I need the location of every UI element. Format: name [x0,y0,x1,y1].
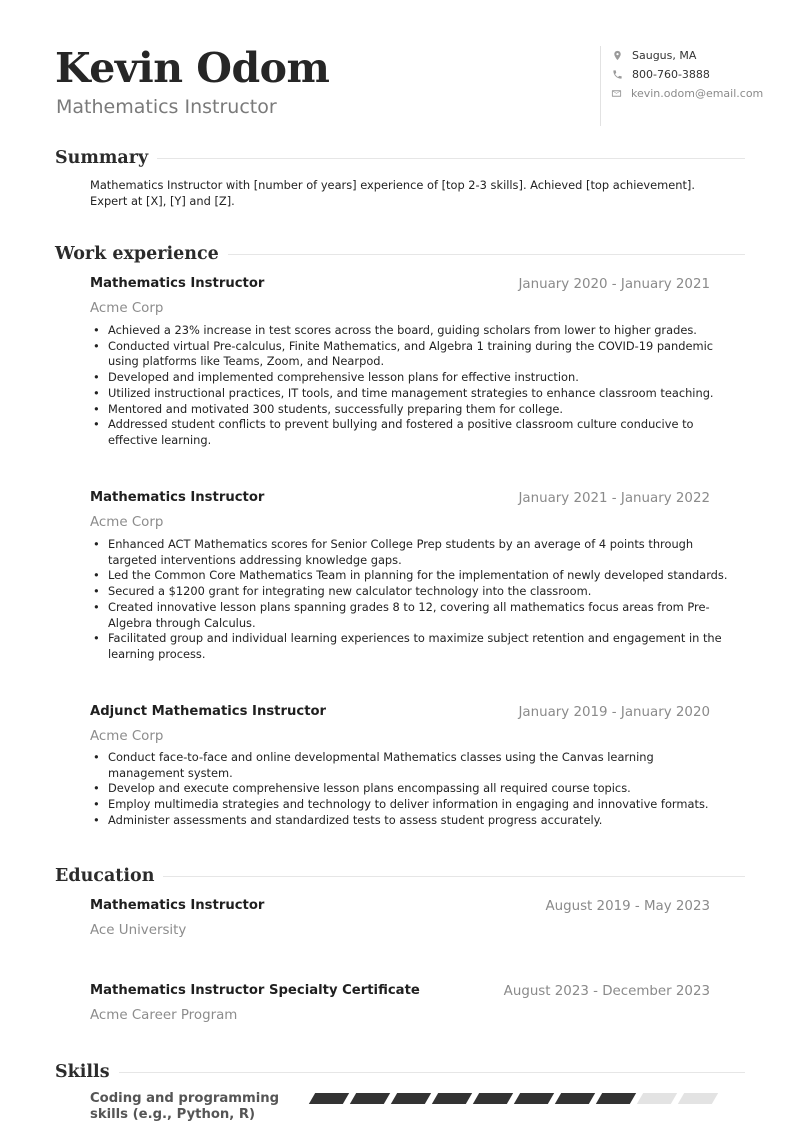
resume-header [55,40,764,128]
skill-segment-filled [391,1093,431,1104]
work-section-header [55,244,745,264]
education-date: August 2019 - May 2023 [545,899,710,914]
list-item: • Conduct face-to-face and online developmental Mathematics classes using the Canvas learning management system. [108,750,728,781]
job-title: Mathematics Instructor [90,276,265,291]
phone-icon [611,69,623,81]
education-title: Mathematics Instructor Specialty Certificate [90,983,420,998]
skill-segment-filled [514,1093,554,1104]
skill-name: Coding and programming skills (e.g., Python, R) [90,1091,280,1122]
list-item: • Conducted virtual Pre-calculus, Finite Mathematics, and Algebra 1 training during the COVID-19 pandemic using platforms like Teams, Zoom, and Nearpod. [108,339,728,370]
section-divider [228,254,745,255]
job-title: Mathematics Instructor [90,490,265,505]
candidate-role: Mathematics Instructor [56,96,277,118]
skill-segment-empty [678,1093,718,1104]
section-divider [119,1072,745,1073]
list-item: • Administer assessments and standardized tests to assess student progress accurately. [108,813,728,829]
skill-segment-empty [637,1093,677,1104]
section-title: Work experience [55,244,219,264]
job-company: Acme Corp [90,301,164,316]
job-company: Acme Corp [90,515,164,530]
list-item: • Employ multimedia strategies and technology to deliver information in engaging and innovative formats. [108,797,728,813]
job-date: January 2020 - January 2021 [518,277,710,292]
contact-phone [611,65,761,84]
summary-section-header [55,148,745,168]
contact-block [600,46,764,126]
list-item: • Utilized instructional practices, IT tools, and time management strategies to enhance classroom teaching. [108,386,728,402]
summary-text: Mathematics Instructor with [number of years] experience of [top 2-3 skills]. Achieved [top achievement]. Expert at [X], [Y] and [Z]. [90,178,695,208]
list-item: • Developed and implemented comprehensive lesson plans for effective instruction. [108,370,728,386]
map-pin-icon [611,50,623,62]
job-date: January 2021 - January 2022 [518,491,710,506]
education-title: Mathematics Instructor [90,898,265,913]
education-institution: Acme Career Program [90,1008,238,1023]
section-title: Summary [55,148,149,168]
skill-segment-filled [432,1093,472,1104]
section-divider [157,158,745,159]
list-item: • Enhanced ACT Mathematics scores for Senior College Prep students by an average of 4 points through targeted interventions addressing knowledge gaps. [108,537,728,568]
job-date: January 2019 - January 2020 [518,705,710,720]
list-item: • Mentored and motivated 300 students, successfully preparing them for college. [108,402,728,418]
location-text: Saugus, MA [632,49,697,62]
email-text: kevin.odom@email.com [631,87,764,100]
skill-segment-filled [596,1093,636,1104]
list-item: • Led the Common Core Mathematics Team in planning for the implementation of newly developed standards. [108,568,728,584]
list-item: • Secured a $1200 grant for integrating new calculator technology into the classroom. [108,584,728,600]
phone-text: 800-760-3888 [632,68,710,81]
contact-location [611,46,761,65]
job-title: Adjunct Mathematics Instructor [90,704,327,719]
education-date: August 2023 - December 2023 [503,984,710,999]
skill-segment-filled [309,1093,349,1104]
contact-email [611,84,764,103]
list-item: • Addressed student conflicts to prevent bullying and fostered a positive classroom culture conducive to effective learning. [108,417,728,448]
candidate-name: Kevin Odom [55,44,330,92]
envelope-icon [611,88,622,100]
list-item: • Develop and execute comprehensive lesson plans encompassing all required course topics. [108,781,728,797]
skill-segment-filled [350,1093,390,1104]
skill-segment-filled [555,1093,595,1104]
section-divider [163,876,745,877]
skills-section-header [55,1062,745,1082]
job-bullets [90,750,728,829]
education-institution: Ace University [90,923,187,938]
section-title: Education [55,866,155,886]
job-bullets [90,323,728,449]
job-bullets [90,537,728,663]
job-company: Acme Corp [90,729,164,744]
list-item: • Achieved a 23% increase in test scores across the board, guiding scholars from lower to higher grades. [108,323,728,339]
list-item: • Created innovative lesson plans spanning grades 8 to 12, covering all mathematics focus areas from Pre-Algebra through Calculus. [108,600,728,631]
section-title: Skills [55,1062,110,1082]
education-section-header [55,866,745,886]
skill-segment-filled [473,1093,513,1104]
list-item: • Facilitated group and individual learning experiences to maximize subject retention and engagement in the learning process. [108,631,728,662]
